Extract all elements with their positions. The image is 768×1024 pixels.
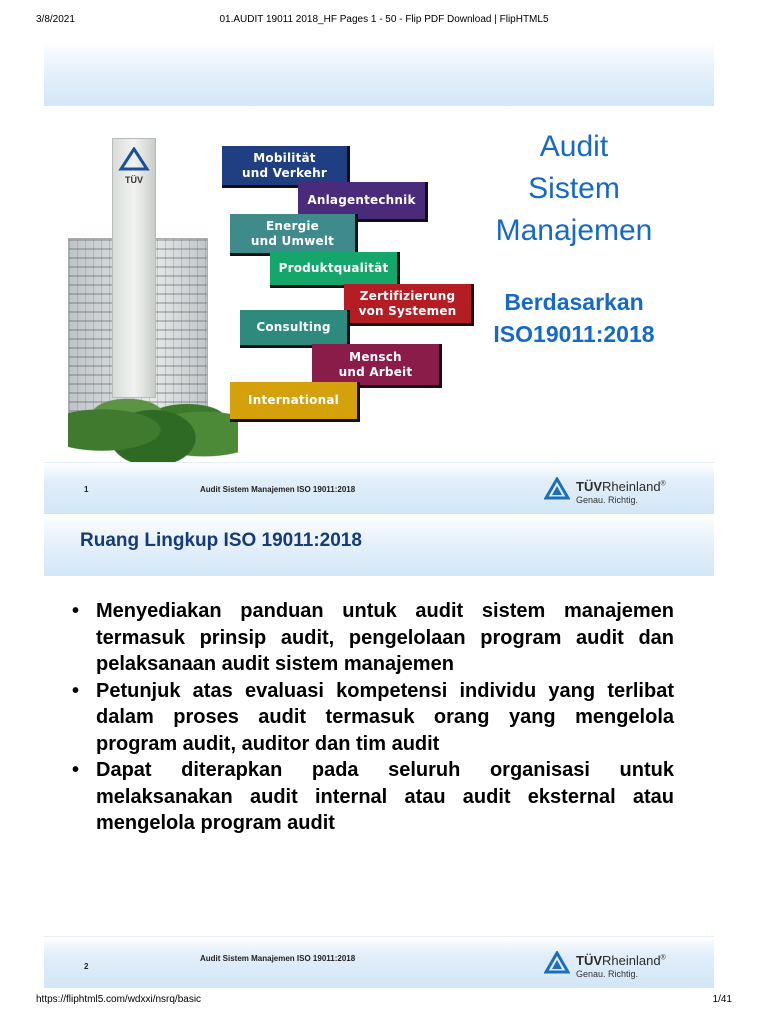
slide-top-band [44, 42, 714, 106]
subtitle-line: ISO19011:2018 [493, 321, 655, 347]
subtitle-line: Berdasarkan [504, 289, 644, 315]
slide-top-band [44, 514, 714, 576]
brand-tagline: Genau. Richtig. [576, 495, 639, 505]
print-footer [0, 994, 768, 1014]
slide-1 [44, 42, 714, 514]
building-tower [112, 138, 156, 398]
print-url[interactable]: https://fliphtml5.com/wdxxi/nsrq/basic [36, 994, 202, 1005]
print-page-number: 1/41 [712, 994, 732, 1005]
bullet-list [68, 598, 674, 837]
slide-1-subtitle [464, 286, 684, 350]
print-title: 01.AUDIT 19011 2018_HF Pages 1 - 50 - Flip PDF Download | FlipHTML5 [219, 14, 549, 25]
trees-illustration [68, 382, 238, 462]
label-mobilitaet: Mobilität und Verkehr [222, 146, 350, 188]
title-line: Sistem [528, 172, 620, 205]
slide-2-heading: Ruang Lingkup ISO 19011:2018 [80, 530, 362, 551]
tower-logo [117, 147, 151, 187]
list-item: • Petunjuk atas evaluasi kompetensi individu yang terlibat dalam proses audit termasuk orang yang mengelola program audit, auditor dan tim audit [72, 679, 674, 755]
building-illustration [68, 138, 208, 438]
label-consulting: Consulting [240, 310, 350, 348]
list-item: • Menyediakan panduan untuk audit sistem manajemen termasuk prinsip audit, pengelolaan program audit dan pelaksanaan audit sistem manajemen [72, 600, 674, 675]
slide-1-title [474, 126, 674, 252]
tower-triangle-icon [117, 147, 151, 173]
label-anlagentechnik: Anlagentechnik [298, 182, 428, 222]
label-zertifizierung: Zertifizierung von Systemen [344, 284, 474, 326]
list-item: • Dapat diterapkan pada seluruh organisasi untuk melaksanakan audit internal atau audit eksternal atau mengelola program audit [72, 759, 674, 834]
tuv-triangle-icon [544, 951, 570, 975]
label-produktqualitaet: Produktqualität [270, 252, 400, 288]
tuv-triangle-icon [544, 477, 570, 501]
tuv-rheinland-logo [544, 475, 694, 509]
slide-1-footer [44, 462, 714, 514]
label-energie: Energie und Umwelt [230, 214, 358, 256]
brand-name: TÜVRheinland® [576, 479, 666, 494]
brand-name: TÜVRheinland® [576, 953, 666, 968]
brand-tagline: Genau. Richtig. [576, 969, 639, 979]
slide-footer-title: Audit Sistem Manajemen ISO 19011:2018 [200, 485, 356, 494]
slide-2 [44, 514, 714, 988]
tuv-rheinland-logo [544, 949, 694, 983]
bullet-icon: • [72, 759, 80, 781]
bullet-icon: • [72, 679, 80, 702]
label-international: International [230, 382, 360, 422]
title-line: Manajemen [495, 214, 653, 247]
slide-number: 2 [84, 962, 89, 971]
title-line: Audit [539, 130, 609, 163]
slide-footer-title: Audit Sistem Manajemen ISO 19011:2018 [200, 954, 356, 963]
bullet-icon: • [72, 600, 80, 622]
label-mensch: Mensch und Arbeit [312, 344, 442, 388]
print-header [0, 14, 768, 34]
tower-logo-text: TÜV [125, 175, 143, 185]
tuv-collage-image [58, 128, 457, 468]
print-date: 3/8/2021 [36, 14, 75, 25]
slide-2-footer [44, 936, 714, 988]
slide-number: 1 [84, 485, 89, 494]
